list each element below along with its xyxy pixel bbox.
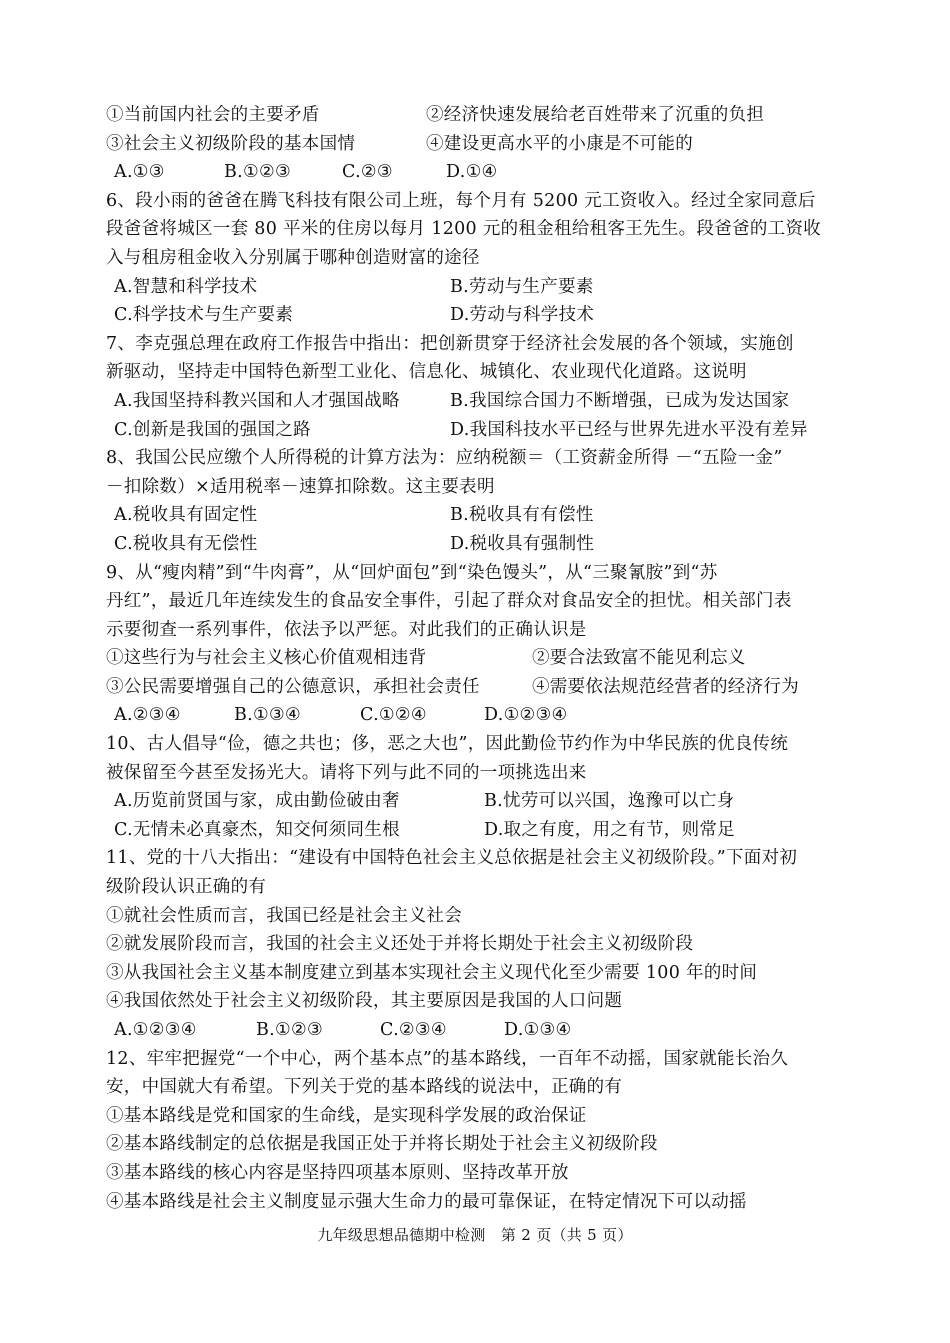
q8-option-c: C.税收具有无偿性 — [114, 533, 258, 554]
q11-options — [106, 1016, 880, 1045]
q8-option-d: D.税收具有强制性 — [450, 533, 595, 554]
q6-stem-line-2: 段爸爸将城区一套 80 平米的住房以每月 1200 元的租金租给租客王先生。段爸爸的工资收 — [106, 219, 822, 240]
q11-stem-line-1: 11、党的十八大指出：“建设有中国特色社会主义总依据是社会主义初级阶段。”下面对初 — [106, 848, 798, 869]
q8-stem-line-2: －扣除数）×适用税率－速算扣除数。这主要表明 — [106, 476, 495, 497]
q11-statement-2: ②就发展阶段而言，我国的社会主义还处于并将长期处于社会主义初级阶段 — [106, 934, 694, 955]
q7-option-d: D.我国科技水平已经与世界先进水平没有差异 — [450, 419, 808, 440]
q12-stem-line-2: 安，中国就大有希望。下列关于党的基本路线的说法中，正确的有 — [106, 1077, 623, 1098]
q10-options-row-2 — [106, 816, 880, 845]
q8-options-row-2 — [106, 530, 880, 559]
q10-option-a: A.历览前贤国与家，成由勤俭破由奢 — [114, 791, 400, 812]
q11-statement-3: ③从我国社会主义基本制度建立到基本实现社会主义现代化至少需要 100 年的时间 — [106, 962, 758, 983]
q9-statement-3: ③公民需要增强自己的公德意识，承担社会责任 — [106, 676, 480, 697]
q6-stem-line-1: 6、段小雨的爸爸在腾飞科技有限公司上班，每个月有 5200 元工资收入。经过全家同意后 — [106, 190, 816, 211]
q6-options-row-2 — [106, 301, 880, 330]
q12-statement-4: ④基本路线是社会主义制度显示强大生命力的最可靠保证，在特定情况下可以动摇 — [106, 1191, 747, 1212]
q6-stem-line-3: 入与租房租金收入分别属于哪种创造财富的途径 — [106, 247, 480, 268]
q5-options — [106, 158, 880, 187]
q5-option-a: A.①③ — [114, 162, 165, 183]
q8-options-row-1 — [106, 501, 880, 530]
q7-option-c: C.创新是我国的强国之路 — [114, 419, 311, 440]
q7-options-row-1 — [106, 387, 880, 416]
q9-stem-line-1: 9、从“瘦肉精”到“牛肉膏”，从“回炉面包”到“染色馒头”，从“三聚氰胺”到“苏 — [106, 562, 718, 583]
q12-statement-3: ③基本路线的核心内容是坚持四项基本原则、坚持改革开放 — [106, 1162, 569, 1183]
q11-stem-line-2: 级阶段认识正确的有 — [106, 877, 267, 898]
q8-option-b: B.税收具有有偿性 — [450, 505, 594, 526]
q5-option-c: C.②③ — [342, 162, 393, 183]
q11-option-d: D.①③④ — [504, 1020, 572, 1040]
q9-stem-line-2: 丹红”，最近几年连续发生的食品安全事件，引起了群众对食品安全的担忧。相关部门表 — [106, 591, 792, 612]
page-footer: 九年级思想品德期中检测 第 2 页（共 5 页） — [317, 1226, 633, 1244]
q9-statement-1: ①这些行为与社会主义核心价值观相违背 — [106, 648, 427, 669]
q9-option-c: C.①②④ — [360, 705, 427, 726]
q5-statement-row-2 — [106, 130, 880, 159]
q11-statement-4: ④我国依然处于社会主义初级阶段，其主要原因是我国的人口问题 — [106, 991, 623, 1012]
q10-options-row-1 — [106, 787, 880, 816]
q9-statement-4: ④需要依法规范经营者的经济行为 — [532, 676, 799, 697]
q12-stem-line-1: 12、牢牢把握党“一个中心，两个基本点”的基本路线，一百年不动摇，国家就能长治久 — [106, 1048, 789, 1069]
q5-statement-3: ③社会主义初级阶段的基本国情 — [106, 133, 356, 154]
q5-statement-4: ④建设更高水平的小康是不可能的 — [426, 133, 693, 154]
q7-stem-line-2: 新驱动，坚持走中国特色新型工业化、信息化、城镇化、农业现代化道路。这说明 — [106, 362, 747, 383]
q10-option-d: D.取之有度，用之有节，则常足 — [484, 819, 735, 840]
q7-stem-line-1: 7、李克强总理在政府工作报告中指出：把创新贯穿于经济社会发展的各个领域，实施创 — [106, 333, 794, 354]
q5-option-d: D.①④ — [446, 162, 498, 183]
q9-option-d: D.①②③④ — [484, 705, 568, 726]
q6-option-c: C.科学技术与生产要素 — [114, 305, 294, 326]
q9-stem-line-3: 示要彻查一系列事件，依法予以严惩。对此我们的正确认识是 — [106, 619, 587, 640]
q8-option-a: A.税收具有固定性 — [114, 505, 258, 526]
q5-option-b: B.①②③ — [224, 162, 291, 183]
q9-statement-row-2 — [106, 673, 880, 702]
q7-option-b: B.我国综合国力不断增强，已成为发达国家 — [450, 390, 790, 411]
q11-option-a: A.①②③④ — [114, 1020, 197, 1040]
q7-option-a: A.我国坚持科教兴国和人才强国战略 — [114, 390, 400, 411]
q5-statement-2: ②经济快速发展给老百姓带来了沉重的负担 — [426, 105, 765, 125]
q5-statement-1: ①当前国内社会的主要矛盾 — [106, 105, 320, 125]
q6-option-b: B.劳动与生产要素 — [450, 276, 594, 297]
q11-option-b: B.①②③ — [256, 1020, 323, 1040]
q11-statement-1: ①就社会性质而言，我国已经是社会主义社会 — [106, 905, 462, 926]
q5-statement-row-1 — [106, 101, 880, 130]
q9-statement-2: ②要合法致富不能见利忘义 — [532, 648, 746, 669]
q9-options — [106, 701, 880, 730]
q10-stem-line-1: 10、古人倡导“俭，德之共也；侈，恶之大也”，因此勤俭节约作为中华民族的优良传统 — [106, 734, 789, 755]
q9-statement-row-1 — [106, 644, 880, 673]
q6-option-d: D.劳动与科学技术 — [450, 305, 595, 326]
q12-statement-2: ②基本路线制定的总依据是我国正处于并将长期处于社会主义初级阶段 — [106, 1134, 658, 1155]
q11-option-c: C.②③④ — [380, 1020, 447, 1040]
q7-options-row-2 — [106, 416, 880, 445]
q10-stem-line-2: 被保留至今甚至发扬光大。请将下列与此不同的一项挑选出来 — [106, 762, 587, 783]
q12-statement-1: ①基本路线是党和国家的生命线，是实现科学发展的政治保证 — [106, 1105, 587, 1126]
q8-stem-line-1: 8、我国公民应缴个人所得税的计算方法为：应纳税额＝（工资薪金所得 －“五险一金” — [106, 448, 783, 469]
q9-option-a: A.②③④ — [114, 705, 181, 726]
q9-option-b: B.①③④ — [234, 705, 301, 726]
q10-option-b: B.忧劳可以兴国，逸豫可以亡身 — [484, 791, 735, 812]
q6-option-a: A.智慧和科学技术 — [114, 276, 258, 297]
q6-options-row-1 — [106, 273, 880, 302]
q10-option-c: C.无情未必真豪杰，知交何须同生根 — [114, 819, 400, 840]
